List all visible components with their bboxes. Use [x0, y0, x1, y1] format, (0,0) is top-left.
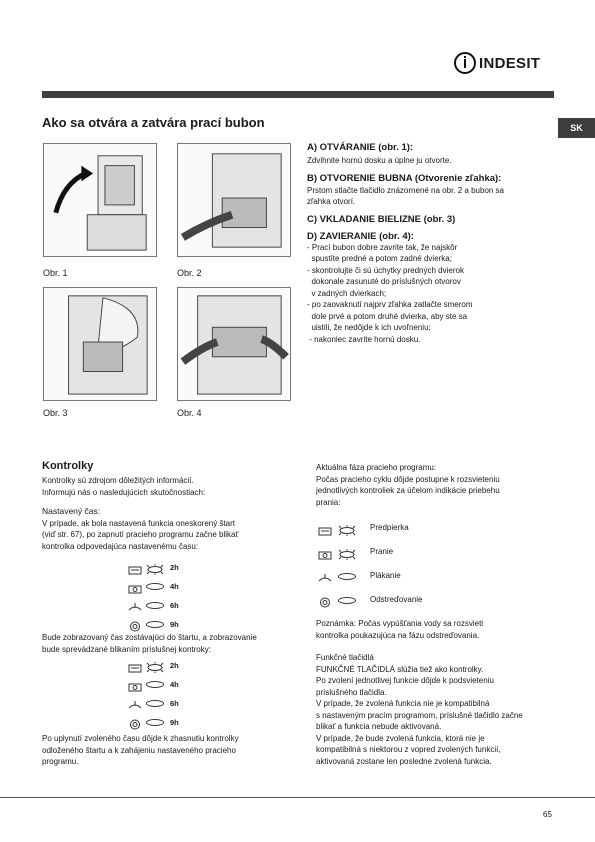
- figure-4-caption: Obr. 4: [177, 408, 202, 418]
- figure-1-image: [43, 143, 157, 257]
- close-drum-illustration: [178, 288, 290, 400]
- section-d-line: dokonale zasunuté do príslušných otvorov: [307, 277, 461, 286]
- section-b-line: Prstom stlačte tlačidlo znázornené na obr. 2 a bubon sa: [307, 185, 505, 195]
- func-text-line: blikať a funkcia nebude aktivovaná.: [316, 722, 442, 731]
- section-d-line: - Prací bubon dobre zavrite tak, že najskôr: [307, 242, 458, 252]
- time-label: 9h: [170, 620, 179, 629]
- delay-indicators-blinking: [128, 558, 179, 634]
- section-d-line: uistili, že nedôjde k ich uvoľneniu;: [307, 323, 431, 332]
- blinking-light-icon: [338, 523, 356, 534]
- delay-title: Nastavený čas:: [42, 506, 101, 516]
- section-b-line: zľahka otvorí.: [307, 197, 356, 206]
- phase-row-wash: [318, 540, 423, 564]
- time-label: 6h: [170, 699, 179, 708]
- blinking-light-icon: [338, 547, 356, 558]
- indicator-light: [146, 602, 164, 609]
- phase-text-line: Počas pracieho cyklu dôjde postupne k rozsvieteniu: [316, 474, 500, 484]
- indicator-light: [338, 597, 356, 604]
- end-text-line: Po uplynutí zvoleného času dôjde k zhasnutiu kontrolky: [42, 734, 239, 743]
- indicator-light: [146, 700, 164, 707]
- func-text-line: kompatibilná s niektorou z vopred zvolených funkcií,: [316, 745, 501, 754]
- brand-logo: [454, 52, 540, 74]
- blinking-light-icon: [146, 562, 164, 573]
- function-buttons-block: [316, 652, 561, 767]
- phase-label: Predpierka: [370, 523, 409, 533]
- func-text-line: príslušného tlačidla.: [316, 687, 387, 697]
- delay-text-line: (viď str. 67), po zapnutí pracieho programu začne blikať: [42, 530, 239, 539]
- section-d-line: - po zaovaknutí najprv zľahka zatlačte smerom: [307, 300, 473, 309]
- time-label: 2h: [170, 563, 179, 572]
- end-text-line: odloženého štartu a k zahájeniu nastaveného pracieho: [42, 745, 236, 755]
- phase-note-line: kontrolka poukazujúca na fázu odstreďovania.: [316, 630, 480, 640]
- countdown-indicators: [128, 656, 179, 732]
- func-text-line: s nastaveným pracím programom, príslušné tlačidlo začne: [316, 710, 523, 720]
- countdown-block: [42, 632, 297, 655]
- language-tab: SK: [558, 118, 595, 138]
- indicator-row-6h: [128, 694, 179, 713]
- section-d-line: - nakoniec zavrite hornú dosku.: [307, 334, 421, 344]
- kontrolky-block: [42, 475, 292, 552]
- spin-icon: [318, 595, 332, 606]
- figure-2-image: [177, 143, 291, 257]
- indicator-row-9h: [128, 713, 179, 732]
- page-title: Ako sa otvára a zatvára prací bubon: [42, 115, 265, 130]
- func-text-line: V prípade, že zvolená funkcia nie je kompatibilná: [316, 699, 490, 708]
- phase-row-prewash: [318, 516, 423, 540]
- prewash-icon: [128, 562, 142, 573]
- time-label: 4h: [170, 680, 179, 689]
- footer-divider: [0, 797, 595, 798]
- brand-name: INDESIT: [479, 54, 541, 72]
- phase-label: Plákanie: [370, 571, 401, 581]
- func-text-line: FUNKČNÉ TLAČIDLÁ slúžia tiež ako kontrolky.: [316, 664, 484, 674]
- rinse-icon: [128, 600, 142, 611]
- prewash-icon: [318, 523, 332, 534]
- indicator-light: [146, 681, 164, 688]
- figure-4-image: [177, 287, 291, 401]
- time-label: 2h: [170, 661, 179, 670]
- wash-icon: [128, 679, 142, 690]
- indicator-row-4h: [128, 577, 179, 596]
- func-text-line: Po zvolení jednotlivej funkcie dôjde k podsvieteniu: [316, 676, 494, 685]
- load-laundry-illustration: [44, 288, 156, 400]
- prewash-icon: [128, 660, 142, 671]
- phase-label: Pranie: [370, 547, 394, 557]
- blinking-light-icon: [146, 660, 164, 671]
- time-label: 4h: [170, 582, 179, 591]
- section-d-line: spustíte predné a potom zadné dvierka;: [307, 254, 452, 263]
- phase-row-spin: [318, 588, 423, 612]
- header-bar: [42, 91, 554, 98]
- rinse-icon: [318, 571, 332, 582]
- section-a-title: A) OTVÁRANIE (obr. 1):: [307, 142, 414, 153]
- wash-icon: [318, 547, 332, 558]
- func-title: Funkčné tlačidlá: [316, 653, 374, 662]
- section-a-text: Zdvihnite hornú dosku a úplne ju otvorte.: [307, 156, 452, 165]
- indicator-light: [338, 573, 356, 580]
- section-d-title: D) ZAVIERANIE (obr. 4):: [307, 230, 414, 242]
- instructions-block: [307, 142, 547, 345]
- figure-3-caption: Obr. 3: [43, 408, 68, 418]
- indicator-light: [146, 583, 164, 590]
- page-number: 65: [543, 810, 552, 819]
- indicator-row-4h: [128, 675, 179, 694]
- end-block: [42, 733, 297, 768]
- indicator-row-2h: [128, 558, 179, 577]
- figure-1-caption: Obr. 1: [43, 268, 68, 278]
- phase-title: Aktuálna fáza pracieho programu:: [316, 463, 437, 472]
- countdown-text-line: bude sprevádzané blikaním príslušnej kontroky:: [42, 644, 211, 654]
- section-d-line: dole prvé a potom druhé dvierka, aby ste sa: [307, 311, 468, 321]
- indicator-light: [146, 719, 164, 726]
- spin-icon: [128, 619, 142, 630]
- section-b-title: B) OTVORENIE BUBNA (Otvorenie zľahka):: [307, 172, 502, 184]
- phase-text-line: prania:: [316, 497, 341, 507]
- figure-3-image: [43, 287, 157, 401]
- section-c-title: C) VKLADANIE BIELIZNE (obr. 3): [307, 213, 456, 225]
- delay-text-line: V prípade, ak bola nastavená funkcia oneskorený štart: [42, 518, 236, 528]
- delay-text-line: kontrolka odpovedajúca nastavenému času:: [42, 541, 199, 551]
- func-text-line: V prípade, že bude zvolená funkcia, ktorá nie je: [316, 733, 485, 743]
- indicator-row-6h: [128, 596, 179, 615]
- countdown-text-line: Bude zobrazovaný čas zostávajúci do štartu, a zobrazovanie: [42, 633, 257, 642]
- phase-note: [316, 618, 556, 641]
- phase-indicators: [318, 516, 423, 612]
- wash-icon: [128, 581, 142, 592]
- phase-text-line: jednotlivých kontroliek za účelom indikácie priebehu: [316, 486, 500, 495]
- time-label: 9h: [170, 718, 179, 727]
- spin-icon: [128, 717, 142, 728]
- indicator-light: [146, 621, 164, 628]
- figure-2-caption: Obr. 2: [177, 268, 202, 278]
- kontrolky-intro-line: Kontrolky sú zdrojom dôležitých informácií.: [42, 476, 194, 485]
- open-lid-illustration: [44, 144, 156, 256]
- press-button-illustration: [178, 144, 290, 256]
- kontrolky-title: Kontrolky: [42, 460, 94, 472]
- func-text-line: aktivovaná zostane len posledne zvolená funkcia.: [316, 756, 492, 766]
- logo-i-icon: [454, 52, 476, 74]
- phase-row-rinse: [318, 564, 423, 588]
- kontrolky-intro-line: Informujú nás o nasledujúcich skutočnostiach:: [42, 487, 206, 497]
- phase-label: Odstreďovanie: [370, 595, 423, 605]
- rinse-icon: [128, 698, 142, 709]
- end-text-line: programu.: [42, 757, 79, 766]
- phase-block: [316, 462, 556, 508]
- phase-note-line: Poznámka: Počas vypúšťania vody sa rozsvieti: [316, 619, 484, 628]
- section-d-line: v zadných dvierkach;: [307, 288, 387, 298]
- time-label: 6h: [170, 601, 179, 610]
- section-d-line: - skontrolujte či sú úchytky predných dvierok: [307, 265, 464, 275]
- indicator-row-2h: [128, 656, 179, 675]
